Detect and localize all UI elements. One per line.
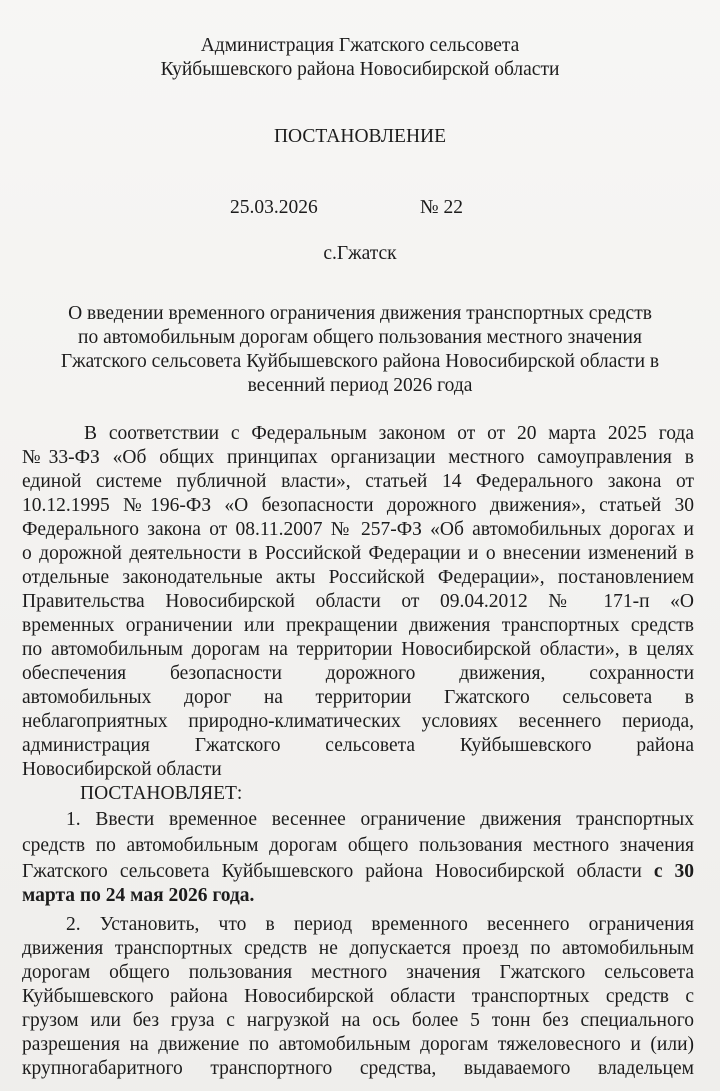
item1-text: Гжатского сельсовета Куйбышевского района Новосибирской области [22, 861, 642, 882]
preamble-line: временных ограничении или прекращении движения транспортных средств [22, 615, 694, 636]
document-place: с.Гжатск [323, 243, 397, 264]
preamble-line: В соответствии с Федеральным законом от от 20 марта 2025 года [84, 423, 694, 444]
document-number: № 22 [420, 197, 463, 218]
org-name-line1: Администрация Гжатского сельсовета [200, 35, 520, 56]
title-line: по автомобильным дорогам общего пользования местного значения [78, 327, 642, 348]
preamble-line: администрация Гжатского сельсовета Куйбышевского района [22, 735, 694, 756]
item1-date-range: марта по 24 мая 2026 года. [22, 885, 255, 906]
item2-line: разрешения на движение по автомобильным дорогам тяжеловесного и (или) [22, 1034, 694, 1055]
preamble-line: Новосибирской области [22, 759, 222, 780]
preamble-line: неблагоприятных природно-климатических условиях весеннего периода, [22, 711, 694, 732]
item2-line: крупногабаритного транспортного средства, выдаваемого владельцем [22, 1058, 694, 1079]
document-type: ПОСТАНОВЛЕНИЕ [273, 126, 447, 147]
item1-line [22, 860, 694, 884]
preamble-line: №33-ФЗ «Об общих принципах организации местного самоуправления в [22, 447, 694, 468]
preamble-line: по автомобильным дорогам на территории Новосибирской области», в целях [22, 639, 694, 660]
org-name-line2: Куйбышевского района Новосибирской области [160, 59, 560, 80]
item2-line: 2. Установить, что в период временного весеннего ограничения [66, 914, 694, 935]
preamble-line: Федерального закона от 08.11.2007 № 257-ФЗ «Об автомобильных дорогах и [22, 519, 694, 540]
preamble-line: обеспечения безопасности дорожного движения, сохранности [22, 663, 694, 684]
title-line: О введении временного ограничения движения транспортных средств [68, 303, 652, 324]
item2-line: Куйбышевского района Новосибирской области транспортных средств с [22, 986, 694, 1007]
preamble-line: отдельные законодательные акты Российской Федерации», постановлением [22, 567, 694, 588]
title-line: Гжатского сельсовета Куйбышевского района Новосибирской области в [60, 351, 660, 372]
item1-date-start: с 30 [653, 861, 694, 882]
item1-line: 1. Ввести временное весеннее ограничение движения транспортных [66, 809, 694, 830]
document-date: 25.03.2026 [230, 197, 318, 218]
preamble-line: автомобильных дорог на территории Гжатского сельсовета в [22, 687, 694, 708]
item2-line: движения транспортных средств не допускается проезд по автомобильным [22, 938, 694, 959]
item2-line: дорогам общего пользования местного значения Гжатского сельсовета [22, 962, 694, 983]
item2-line: грузом или без груза с нагрузкой на ось более 5 тонн без специального [22, 1010, 694, 1031]
resolves-heading: ПОСТАНОВЛЯЕТ: [80, 783, 243, 804]
preamble-line: о дорожной деятельности в Российской Федерации и о внесении изменений в [22, 543, 694, 564]
preamble-line: Правительства Новосибирской области от 09.04.2012 № 171-п «О [22, 591, 694, 612]
preamble-line: единой системе публичной власти», статьей 14 Федерального закона от [22, 471, 694, 492]
item1-line: средств по автомобильным дорогам общего пользования местного значения [22, 835, 694, 856]
preamble-line: 10.12.1995 №196-ФЗ «О безопасности дорожного движения», статьей 30 [22, 495, 694, 516]
title-line: весенний период 2026 года [247, 375, 473, 396]
